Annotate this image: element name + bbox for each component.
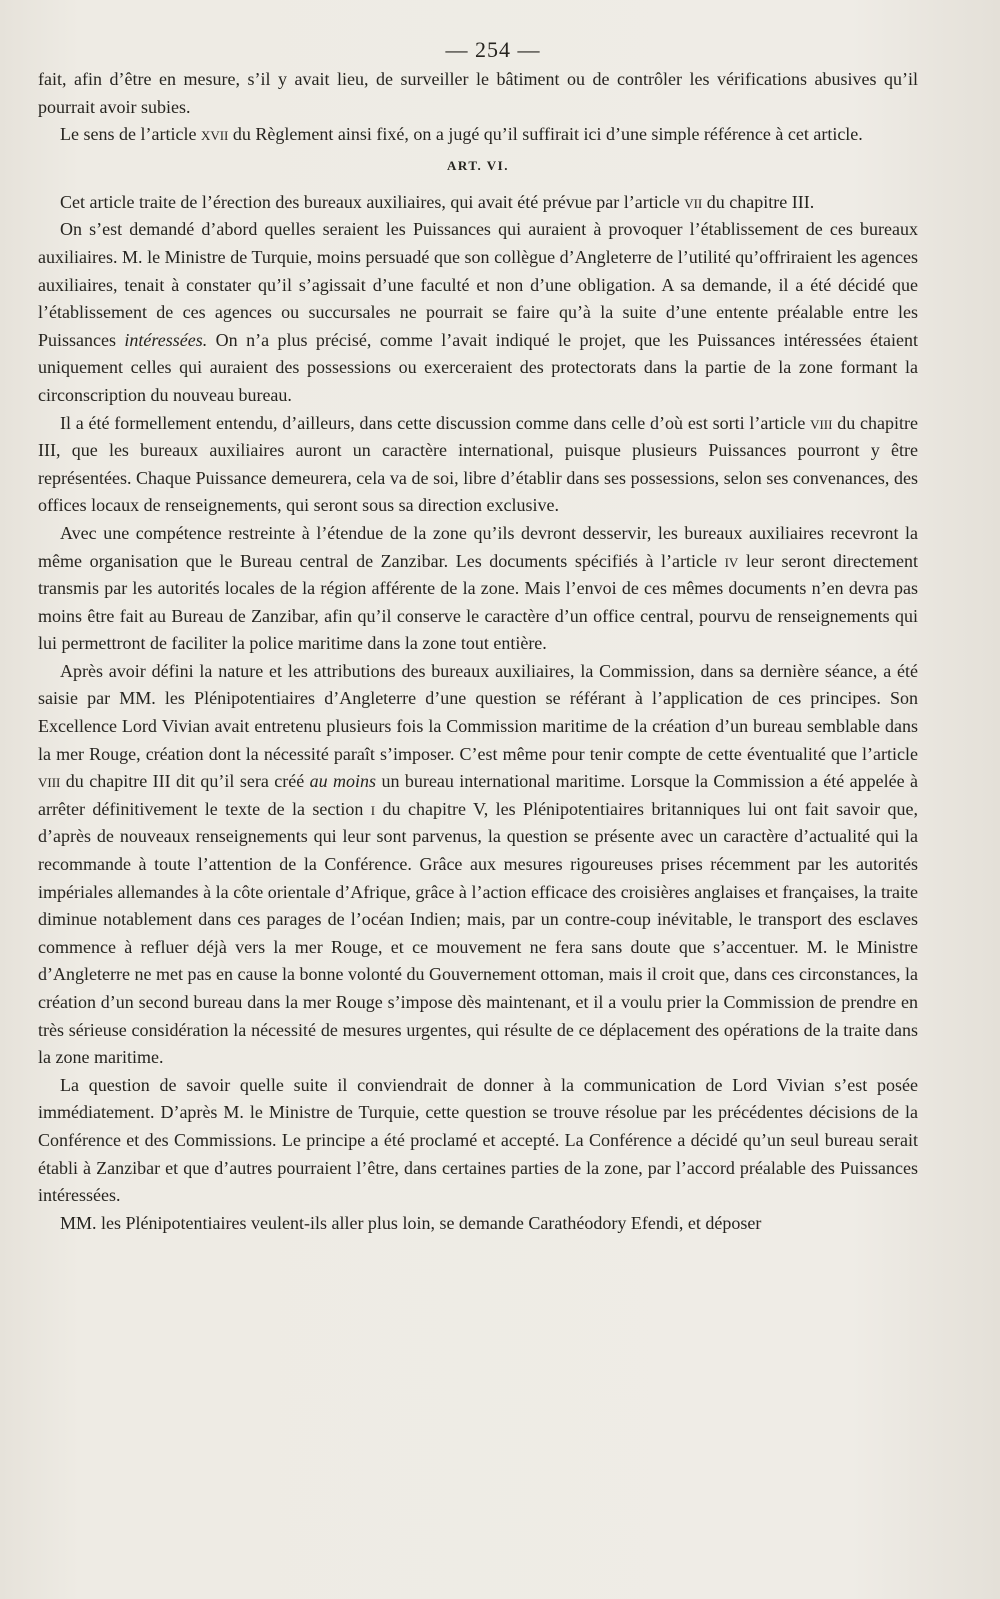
paragraph <box>38 1072 918 1210</box>
italic-text: au moins <box>309 771 377 792</box>
paragraph <box>38 189 918 217</box>
paragraph <box>38 658 918 1072</box>
text-run: fait, afin d’être en mesure, s’il y avait lieu, de surveiller le bâtiment ou de contrôler les vérifications abusives qu’il pourrait avoir subies. <box>38 69 918 117</box>
text-run: Le sens de l’article <box>60 124 201 145</box>
text-run: Cet article traite de l’érection des bureaux auxiliaires, qui avait été prévue par l’article <box>60 191 685 212</box>
text-run: On n’a plus précisé, comme l’avait indiqué le projet, que les Puissances intéressées étaient uniquement celles qui auraient des possessions ou exerceraient des protectorats dans la partie de la zone formant la circonscription du nouveau bureau. <box>38 329 918 405</box>
text-run: Avec une compétence restreinte à l’étendue de la zone qu’ils devront desservir, les bureaux auxiliaires recevront la même organisation que le Bureau central de Zanzibar. Les documents spécifiés à l’article <box>38 522 918 571</box>
paragraph <box>38 66 918 121</box>
text-block <box>38 36 918 1237</box>
text-run: du chapitre V, les Plénipotentiaires britanniques lui ont fait savoir que, d’après de nouveaux renseignements qui leur sont parvenus, la question se présente avec un caractère d’actualité qui la recommande à toute l’attention de la Conférence. Grâce aux mesures rigoureuses prises récemment par les autorités impériales allemandes à la côte orientale d’Afrique, grâce à l’action efficace des croisières anglaises et françaises, la traite diminue notablement dans ces parages de l’océan Indien; mais, par un contre-coup inévitable, le transport des esclaves commence à refluer déjà vers la mer Rouge, et ce mouvement ne fera sans doute que s’accentuer. M. le Ministre d’Angleterre ne met pas en cause la bonne volonté du Gouvernement ottoman, mais il croit que, dans ces circonstances, la création d’un second bureau dans la mer Rouge s’impose dès maintenant, et il a voulu prier la Commission de prendre en très sérieuse considération la nécessité de mesures urgentes, qui résulte de ce déplacement des opérations de la traite dans la zone maritime. <box>38 798 918 1068</box>
text-run: MM. les Plénipotentiaires veulent-ils aller plus loin, se demande Carathéodory Efendi, et déposer <box>60 1212 762 1233</box>
roman-numeral: viii <box>810 412 833 433</box>
paragraph <box>38 410 918 520</box>
text-run: du Règlement ainsi fixé, on a jugé qu’il suffirait ici d’une simple référence à cet article. <box>228 124 863 145</box>
roman-numeral: iv <box>724 550 739 571</box>
roman-numeral: viii <box>38 771 61 792</box>
italic-text: intéressées. <box>124 329 208 350</box>
paragraph <box>38 216 918 409</box>
roman-numeral: xvii <box>200 124 229 145</box>
paragraph <box>38 1210 918 1238</box>
text-run: leur seront directement transmis par les autorités locales de la région afférente de la zone. Mais l’envoi de ces mêmes documents n’en devra pas moins être fait au Bureau de Zanzibar, afin qu’il conserve le caractère d’un office central, pourvu de renseignements qui lui permettront de faciliter la police maritime dans la zone tout entière. <box>38 550 918 654</box>
text-run: Après avoir défini la nature et les attributions des bureaux auxiliaires, la Commission, dans sa dernière séance, a été saisie par MM. les Plénipotentiaires d’Angleterre d’une question se référant à l’application de ces principes. Son Excellence Lord Vivian avait entretenu plusieurs fois la Commission maritime de la création d’un bureau semblable dans la mer Rouge, création dont la nécessité paraît s’imposer. C’est même pour tenir compte de cette éventualité que l’article <box>38 660 918 764</box>
text-run: On s’est demandé d’abord quelles seraient les Puissances qui auraient à provoquer l’établissement de ces bureaux auxiliaires. M. le Ministre de Turquie, moins persuadé que son collègue d’Angleterre de l’utilité qu’offriraient les agences auxiliaires, tenait à constater qu’il s’agissait d’une faculté et non d’une obligation. A sa demande, il a été décidé que l’établissement de ces agences ou succursales ne pourrait se faire qu’à la suite d’une entente préalable entre les Puissances <box>38 219 918 350</box>
text-run: un bureau international maritime. Lorsque la Commission a été appelée à arrêter définitivement le texte de la section <box>38 771 918 819</box>
text-run: Il a été formellement entendu, d’ailleurs, dans cette discussion comme dans celle d’où est sorti l’article <box>60 412 811 433</box>
text-run: La question de savoir quelle suite il conviendrait de donner à la communication de Lord Vivian s’est posée immédiatement. D’après M. le Ministre de Turquie, cette question se trouve résolue par les précédentes décisions de la Conférence et des Commissions. Le principe a été proclamé et accepté. La Conférence a décidé qu’un seul bureau serait établi à Zanzibar et que d’autres pourraient l’être, dans certaines parties de la zone, par l’accord préalable des Puissances intéressées. <box>38 1074 918 1206</box>
paragraph <box>38 520 918 658</box>
text-run: du chapitre III, que les bureaux auxiliaires auront un caractère international, puisque plusieurs Puissances pourront y être représentées. Chaque Puissance demeurera, cela va de soi, libre d’établir dans ses possessions, selon ses convenances, des offices locaux de renseignements, qui seront sous sa direction exclusive. <box>38 412 918 516</box>
section-heading: ART. VI. <box>447 157 509 173</box>
text-run: du chapitre III. <box>702 191 815 212</box>
text-run: du chapitre III dit qu’il sera créé <box>60 771 310 792</box>
paragraph <box>38 121 918 149</box>
roman-numeral: i <box>370 798 376 819</box>
roman-numeral: vii <box>684 191 703 212</box>
page-number: — 254 — <box>445 37 541 62</box>
